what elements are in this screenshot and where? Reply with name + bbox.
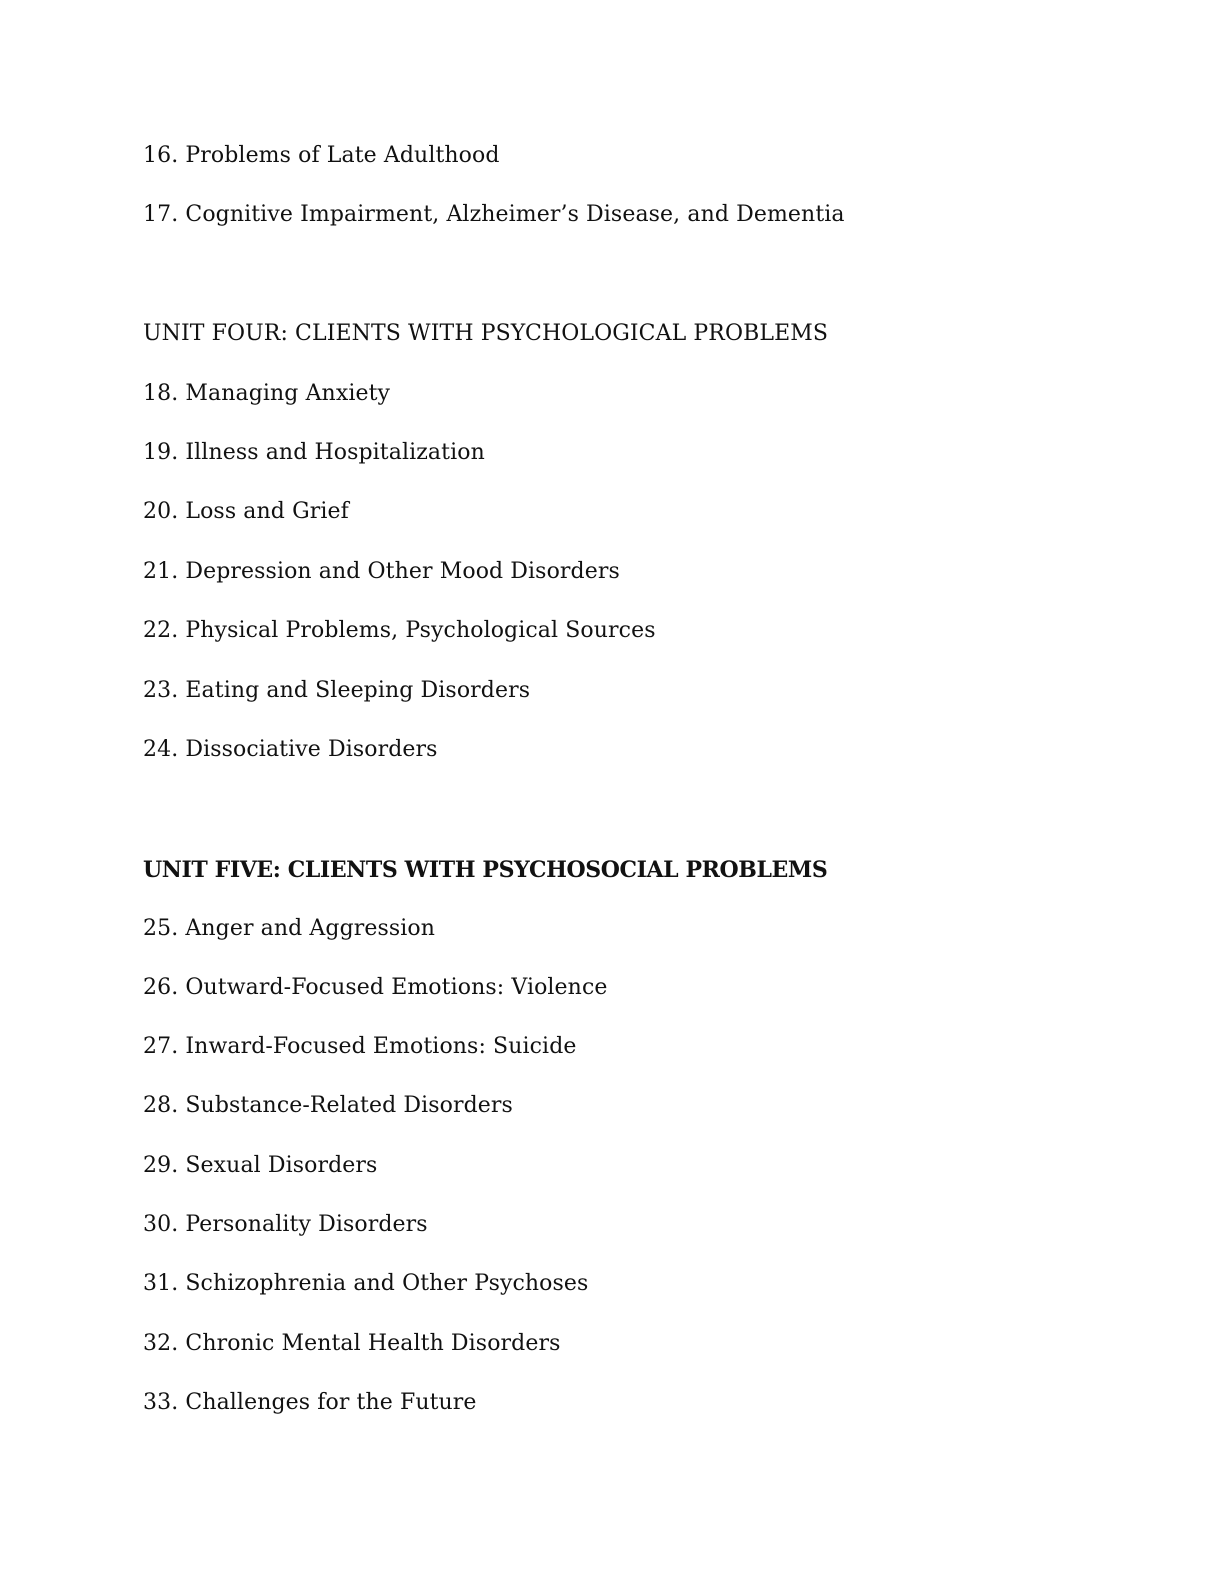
toc-item: 20. Loss and Grief: [143, 499, 349, 524]
toc-item: 26. Outward-Focused Emotions: Violence: [143, 975, 608, 1000]
toc-item: 33. Challenges for the Future: [143, 1390, 477, 1415]
toc-item: 21. Depression and Other Mood Disorders: [143, 559, 620, 584]
toc-item: 28. Substance-Related Disorders: [143, 1093, 513, 1118]
toc-item: 32. Chronic Mental Health Disorders: [143, 1331, 561, 1356]
unit-five-heading: UNIT FIVE: CLIENTS WITH PSYCHOSOCIAL PROBLEMS: [143, 857, 828, 883]
toc-item: 19. Illness and Hospitalization: [143, 440, 485, 465]
toc-item: 22. Physical Problems, Psychological Sources: [143, 618, 656, 643]
toc-item: 16. Problems of Late Adulthood: [143, 143, 500, 168]
toc-item: 29. Sexual Disorders: [143, 1153, 378, 1178]
toc-item: 27. Inward-Focused Emotions: Suicide: [143, 1034, 577, 1059]
toc-item: 24. Dissociative Disorders: [143, 737, 438, 762]
toc-item: 30. Personality Disorders: [143, 1212, 428, 1237]
toc-item: 17. Cognitive Impairment, Alzheimer’s Disease, and Dementia: [143, 202, 845, 227]
toc-item: 25. Anger and Aggression: [143, 916, 436, 941]
toc-item: 31. Schizophrenia and Other Psychoses: [143, 1271, 589, 1296]
toc-item: 23. Eating and Sleeping Disorders: [143, 678, 531, 703]
unit-four-heading: UNIT FOUR: CLIENTS WITH PSYCHOLOGICAL PROBLEMS: [143, 321, 829, 346]
toc-item: 18. Managing Anxiety: [143, 381, 391, 406]
